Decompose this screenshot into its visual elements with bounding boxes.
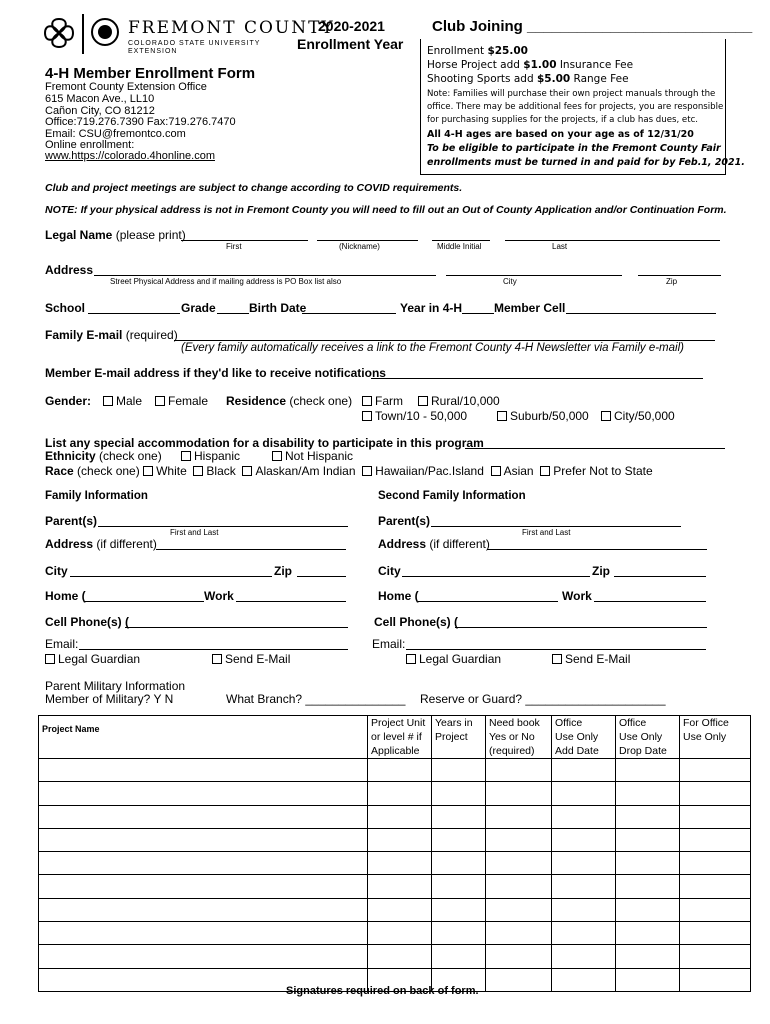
table-cell[interactable] [486,828,552,851]
address-diff-field[interactable] [156,549,346,550]
member-cell-label: Member Cell [494,301,566,315]
white-checkbox[interactable]: White [143,464,187,478]
table-header-row [39,716,751,759]
legal-guardian-checkbox-1[interactable]: Legal Guardian [45,652,140,666]
fee-note-2: office. There may be additional fees for projects, you are responsible [427,102,724,112]
middle-initial-field[interactable] [432,240,490,241]
org-sub1: COLORADO STATE UNIVERSITY [128,40,261,47]
table-header-text: (required) [489,745,535,757]
table-cell[interactable] [368,852,432,875]
ethnicity-label: Ethnicity (check one) [45,449,162,463]
city-res-checkbox[interactable]: City/50,000 [601,409,675,423]
table-cell[interactable] [616,922,680,945]
table-header-text: or level # if [371,731,422,743]
table-cell[interactable] [486,759,552,782]
table-header-text: Need book [489,717,540,729]
school-field[interactable] [88,313,180,314]
table-cell[interactable] [616,852,680,875]
suburb-checkbox[interactable]: Suburb/50,000 [497,409,589,423]
parents-label: Parent(s) [45,514,98,528]
prefer-not-checkbox[interactable]: Prefer Not to State [540,464,652,478]
not-hispanic-checkbox[interactable]: Not Hispanic [272,449,353,463]
table-cell[interactable] [552,782,616,805]
send-email-checkbox-2[interactable]: Send E-Mail [552,652,630,666]
fee-shooting: Shooting Sports add $5.00 Range Fee [427,73,629,85]
table-cell[interactable] [616,828,680,851]
table-cell[interactable] [680,828,751,851]
table-header-cell [368,716,432,759]
table-header-cell [39,716,368,759]
table-cell[interactable] [432,852,486,875]
birth-date-label: Birth Date [249,301,307,315]
zip-field-2[interactable] [614,576,706,577]
first-hint: First [226,242,242,251]
table-cell[interactable] [39,782,368,805]
cell-label-1: Cell Phone(s) ( [45,615,130,629]
fee-enrollment: Enrollment $25.00 [427,45,528,57]
table-cell[interactable] [486,922,552,945]
last-hint: Last [552,242,568,251]
project-table [38,715,751,992]
cell-phone-field-2[interactable] [455,627,707,628]
member-cell-field[interactable] [566,313,716,314]
table-header-cell [486,716,552,759]
table-cell[interactable] [680,782,751,805]
seal-icon [90,17,120,50]
table-cell[interactable] [486,782,552,805]
address-diff-label-2: Address (if different) [378,537,490,551]
office-line-2: 615 Macon Ave., LL10 [45,93,155,105]
table-row [39,945,751,968]
signature-note: Signatures required on back of form. [286,985,479,997]
table-header-text: Office [619,717,647,729]
office-email: Email: CSU@fremontco.com [45,128,186,140]
office-line-3: Cañon City, CO 81212 [45,105,155,117]
table-cell[interactable] [432,805,486,828]
table-header-cell [432,716,486,759]
cell-label-2: Cell Phone(s) ( [374,615,459,629]
table-cell[interactable] [552,759,616,782]
table-cell[interactable] [39,805,368,828]
fee-horse: Horse Project add $1.00 Insurance Fee [427,59,634,71]
table-cell[interactable] [616,968,680,991]
table-cell[interactable] [552,828,616,851]
table-header-text: Use Only [619,731,663,743]
grade-field[interactable] [217,313,249,314]
family-email-field[interactable] [174,340,715,341]
table-cell[interactable] [432,828,486,851]
nickname-field[interactable] [317,240,418,241]
farm-checkbox[interactable]: Farm [362,394,403,408]
middle-hint: Middle Initial [437,242,482,251]
address-label: Address [45,263,94,277]
table-cell[interactable] [486,805,552,828]
family-info-title: Family Information [45,490,148,502]
member-of-military[interactable]: Member of Military? Y N [45,692,174,706]
home-phone-field-1[interactable] [84,601,204,602]
fair-rule-2: enrollments must be turned in and paid for by Feb.1, 2021. [427,157,745,168]
table-cell[interactable] [432,875,486,898]
member-email-field[interactable] [371,378,703,379]
female-checkbox[interactable]: Female [155,394,208,408]
table-row [39,852,751,875]
race-row: Race (check one) White Black Alaskan/Am Indian Hawaiian/Pac.Island Asian Prefer Not to State [45,464,653,478]
table-header-text: Project Unit [371,717,426,729]
table-header-text: Drop Date [619,745,667,757]
member-email-label: Member E-mail address if they'd like to receive notifications [45,366,386,380]
zip-field-1[interactable] [297,576,346,577]
asian-checkbox[interactable]: Asian [491,464,534,478]
military-info-label: Parent Military Information [45,679,186,693]
family-email-label: Family E-mail (required) [45,328,178,342]
table-row [39,898,751,921]
table-cell[interactable] [39,898,368,921]
table-cell[interactable] [368,759,432,782]
table-cell[interactable] [616,782,680,805]
reserve-or-guard[interactable]: Reserve or Guard? _____________________ [420,692,666,706]
residence-label: Residence (check one) [226,394,353,408]
table-cell[interactable] [616,805,680,828]
table-cell[interactable] [680,852,751,875]
table-cell[interactable] [680,805,751,828]
what-branch[interactable]: What Branch? _______________ [226,692,406,706]
parents-hint: First and Last [170,528,219,537]
last-name-field[interactable] [505,240,720,241]
table-header-text: Use Only [683,731,727,743]
clover-logo [40,16,78,53]
table-cell[interactable] [552,945,616,968]
home-label-1: Home ( [45,589,86,603]
street-hint: Street Physical Address and if mailing address is PO Box list also [110,277,342,286]
form-title: 4-H Member Enrollment Form [45,65,256,82]
table-cell[interactable] [552,922,616,945]
birth-date-field[interactable] [302,313,396,314]
table-header-cell [616,716,680,759]
zip-field[interactable] [638,275,721,276]
table-cell[interactable] [39,759,368,782]
fee-note-3: for purchasing supplies for the projects, if a club has dues, etc. [427,115,699,125]
table-cell[interactable] [552,898,616,921]
email-field-2[interactable] [406,649,706,650]
gender-label: Gender: [45,394,92,408]
table-header-text: Office [555,717,583,729]
table-cell[interactable] [680,875,751,898]
covid-notice: Club and project meetings are subject to change according to COVID requirements. [45,182,463,194]
table-row [39,805,751,828]
city-label-2: City [378,564,401,578]
home-label-2: Home ( [378,589,419,603]
nickname-hint: (Nickname) [339,242,380,251]
alaskan-checkbox[interactable]: Alaskan/Am Indian [242,464,355,478]
email-label-2: Email: [372,637,406,651]
table-cell[interactable] [39,852,368,875]
table-cell[interactable] [368,898,432,921]
table-cell[interactable] [486,875,552,898]
table-header-cell [552,716,616,759]
table-cell[interactable] [368,782,432,805]
work-phone-field-2[interactable] [594,601,706,602]
newsletter-note: (Every family automatically receives a link to the Fremont County 4-H Newsletter via Family e-mail) [181,342,684,354]
zip-label-1: Zip [274,564,292,578]
org-sub2: EXTENSION [128,48,178,55]
table-header-text: Add Date [555,745,599,757]
city-label-1: City [45,564,68,578]
parents-label-2: Parent(s) [378,514,431,528]
city-field[interactable] [446,275,622,276]
email-field-1[interactable] [79,649,348,650]
table-cell[interactable] [552,875,616,898]
club-joining[interactable]: Club Joining ___________________________ [432,18,753,35]
age-rule: All 4-H ages are based on your age as of 12/31/20 [427,129,694,140]
table-cell[interactable] [368,922,432,945]
table-cell[interactable] [486,898,552,921]
year-in-4h-label: Year in 4-H [400,301,463,315]
table-cell[interactable] [486,945,552,968]
table-cell[interactable] [368,945,432,968]
table-row [39,759,751,782]
send-email-checkbox-1[interactable]: Send E-Mail [212,652,290,666]
address-diff-label: Address (if different) [45,537,157,551]
table-cell[interactable] [616,898,680,921]
rural-checkbox[interactable]: Rural/10,000 [418,394,500,408]
table-cell[interactable] [368,875,432,898]
table-header-text: Yes or No [489,731,535,743]
parents-hint-2: First and Last [522,528,571,537]
table-cell[interactable] [39,922,368,945]
table-cell[interactable] [680,922,751,945]
office-online: Online enrollment: [45,139,135,151]
male-checkbox[interactable]: Male [103,394,142,408]
table-cell[interactable] [552,852,616,875]
enrollment-year: 2020-2021 [318,18,385,34]
first-name-field[interactable] [181,240,308,241]
second-family-info-title: Second Family Information [378,490,526,502]
table-cell[interactable] [39,828,368,851]
zip-hint: Zip [666,277,678,286]
table-cell[interactable] [680,898,751,921]
table-cell[interactable] [552,805,616,828]
email-label-1: Email: [45,637,79,651]
table-header-text: For Office [683,717,729,729]
org-name: FREMONT COUNTY [128,18,335,38]
city-field-1[interactable] [70,576,272,577]
table-row [39,828,751,851]
office-phone: Office:719.276.7390 Fax:719.276.7470 [45,116,236,128]
table-cell[interactable] [432,759,486,782]
table-row [39,875,751,898]
cell-phone-field-1[interactable] [125,627,348,628]
table-cell[interactable] [616,875,680,898]
table-header-text: Years in [435,717,473,729]
legal-guardian-checkbox-2[interactable]: Legal Guardian [406,652,501,666]
table-cell[interactable] [552,968,616,991]
legal-name-label: Legal Name (please print) [45,228,186,242]
hawaiian-checkbox[interactable]: Hawaiian/Pac.Island [362,464,484,478]
school-label: School [45,301,86,315]
fee-note-1: Note: Families will purchase their own project manuals through the [427,89,716,99]
work-label-1: Work [204,589,234,603]
table-cell[interactable] [368,805,432,828]
parents-field-2[interactable] [431,526,681,527]
divider-bar [82,14,84,54]
table-cell[interactable] [39,945,368,968]
address-diff-field-2[interactable] [487,549,707,550]
hispanic-checkbox[interactable]: Hispanic [181,449,240,463]
table-header-text: Project [435,731,468,743]
zip-label-2: Zip [592,564,610,578]
accommodation-label: List any special accommodation for a disability to participate in this program [45,436,484,450]
table-cell[interactable] [368,828,432,851]
table-cell[interactable] [432,898,486,921]
table-header-text: Use Only [555,731,599,743]
table-cell[interactable] [39,875,368,898]
office-line-1: Fremont County Extension Office [45,81,207,93]
table-cell[interactable] [616,945,680,968]
work-phone-field-1[interactable] [236,601,346,602]
accommodation-field[interactable] [465,448,725,449]
table-cell[interactable] [486,852,552,875]
town-checkbox[interactable]: Town/10 - 50,000 [362,409,467,423]
table-cell[interactable] [680,968,751,991]
city-hint: City [503,277,517,286]
office-url-link[interactable]: www.https://colorado.4honline.com [45,150,215,162]
table-row [39,782,751,805]
table-cell[interactable] [680,945,751,968]
table-header-cell [680,716,751,759]
black-checkbox[interactable]: Black [193,464,235,478]
table-cell[interactable] [432,922,486,945]
work-label-2: Work [562,589,592,603]
county-notice: NOTE: If your physical address is not in Fremont County you will need to fill out an Out of County Application and/or Continuation Form. [45,204,727,216]
year-in-4h-field[interactable] [462,313,494,314]
table-cell[interactable] [486,968,552,991]
street-address-field[interactable] [94,275,436,276]
city-field-2[interactable] [402,576,590,577]
table-row [39,922,751,945]
enrollment-year-label: Enrollment Year [297,36,404,52]
table-cell[interactable] [432,782,486,805]
home-phone-field-2[interactable] [418,601,558,602]
parents-field[interactable] [98,526,348,527]
table-header-text: Applicable [371,745,420,757]
table-cell[interactable] [616,759,680,782]
fair-rule-1: To be eligible to participate in the Fremont County Fair [427,143,721,154]
table-cell[interactable] [432,945,486,968]
table-cell[interactable] [680,759,751,782]
table-header-text: Project Name [42,724,100,734]
grade-label: Grade [181,301,216,315]
